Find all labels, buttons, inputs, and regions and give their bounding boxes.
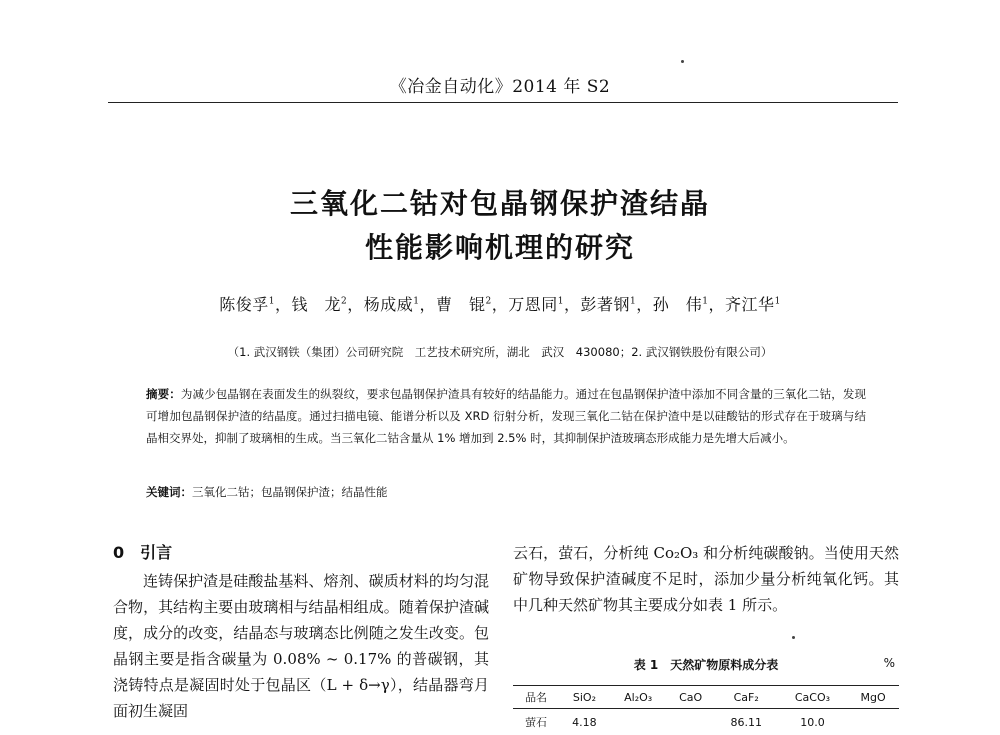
table-cell	[610, 709, 667, 735]
scan-speck	[681, 60, 684, 63]
table-header-cell: 品名	[513, 686, 559, 709]
affiliation: （1. 武汉钢铁（集团）公司研究院 工艺技术研究所，湖北 武汉 430080；2. 武汉钢铁股份有限公司）	[227, 345, 773, 359]
intro-paragraph: 连铸保护渣是硅酸盐基料、熔剂、碳质材料的均匀混合物，其结构主要由玻璃相与结晶相组成。随着保护渣碱度，成分的改变，结晶态与玻璃态比例随之发生改变。包晶钢主要是指含碳量为 0.08% ~ 0.17% 的普碳钢，其浇铸特点是凝固时处于包晶区（L + δ→γ），结晶器弯月面初生凝固	[113, 572, 489, 720]
abstract	[146, 383, 866, 449]
table-cell	[667, 709, 715, 735]
table-header-cell: SiO₂	[559, 686, 610, 709]
table-cell	[847, 709, 899, 735]
table-cell: 86.11	[730, 715, 762, 729]
table-header-cell: CaO	[667, 686, 715, 709]
author: 万恩同$^1$	[508, 295, 564, 314]
table-header-row	[513, 686, 899, 709]
table-cell: 10.0	[800, 715, 825, 729]
paper-title-line-2: 性能影响机理的研究	[364, 231, 635, 264]
author: 曹 锟$^2$	[435, 295, 492, 314]
mineral-composition-table	[513, 685, 899, 735]
table-title: 表 1 天然矿物原料成分表	[633, 658, 779, 672]
author: 孙 伟$^1$	[652, 295, 709, 314]
right-column	[513, 540, 899, 618]
table-header-cell: Al₂O₃	[610, 686, 667, 709]
author: 齐江华$^1$	[725, 295, 781, 314]
abstract-text: 为减少包晶钢在表面发生的纵裂纹，要求包晶钢保护渣具有较好的结晶能力。通过在包晶钢保护渣中添加不同含量的三氧化二钴，发现可增加包晶钢保护渣的结晶度。通过扫描电镜、能谱分析以及 XRD 衍射分析，发现三氧化二钴在保护渣中是以硅酸钴的形式存在于玻璃与结晶相交界处，抑制了玻璃相的生成。当三氧化二钴含量从 1% 增加到 2.5% 时，其抑制保护渣玻璃态形成能力是先增大后减小。	[146, 387, 867, 445]
paper-title-line-1: 三氧化二钴对包晶钢保护渣结晶	[289, 187, 710, 220]
left-column	[113, 540, 489, 724]
table-unit: %	[883, 656, 895, 670]
author: 杨成威$^1$	[363, 295, 420, 314]
keywords-text: 三氧化二钴；包晶钢保护渣；结晶性能	[192, 485, 388, 499]
author: 陈俊孚$^1$	[219, 295, 275, 314]
table-cell: 4.18	[572, 715, 597, 729]
author-list: 陈俊孚$^1$，钱 龙$^2$，杨成威$^1$，曹 锟$^2$，万恩同$^1$，彭著钢$^1$，孙 伟$^1$，齐江华$^1$	[219, 295, 781, 314]
section-number: 0	[113, 543, 125, 562]
section-heading	[113, 540, 489, 566]
table-row	[513, 709, 899, 735]
keywords-label: 关键词：	[146, 485, 192, 499]
journal-header: 《冶金自动化》2014 年 S2	[389, 77, 611, 97]
header-rule	[108, 102, 898, 103]
author: 钱 龙$^2$	[291, 295, 348, 314]
abstract-label: 摘要：	[146, 387, 181, 401]
table-header-cell: MgO	[847, 686, 899, 709]
table-header-cell: CaF₂	[715, 686, 778, 709]
author: 彭著钢$^1$	[580, 295, 637, 314]
scan-speck	[792, 636, 795, 639]
materials-paragraph: 云石，萤石，分析纯 Co₂O₃ 和分析纯碳酸钠。当使用天然矿物导致保护渣碱度不足时，添加少量分析纯氧化钙。其中几种天然矿物其主要成分如表 1 所示。	[513, 544, 899, 614]
section-title: 引言	[140, 543, 173, 562]
table-header-cell: CaCO₃	[778, 686, 848, 709]
keywords	[146, 484, 388, 500]
table-cell: 萤石	[525, 716, 548, 729]
